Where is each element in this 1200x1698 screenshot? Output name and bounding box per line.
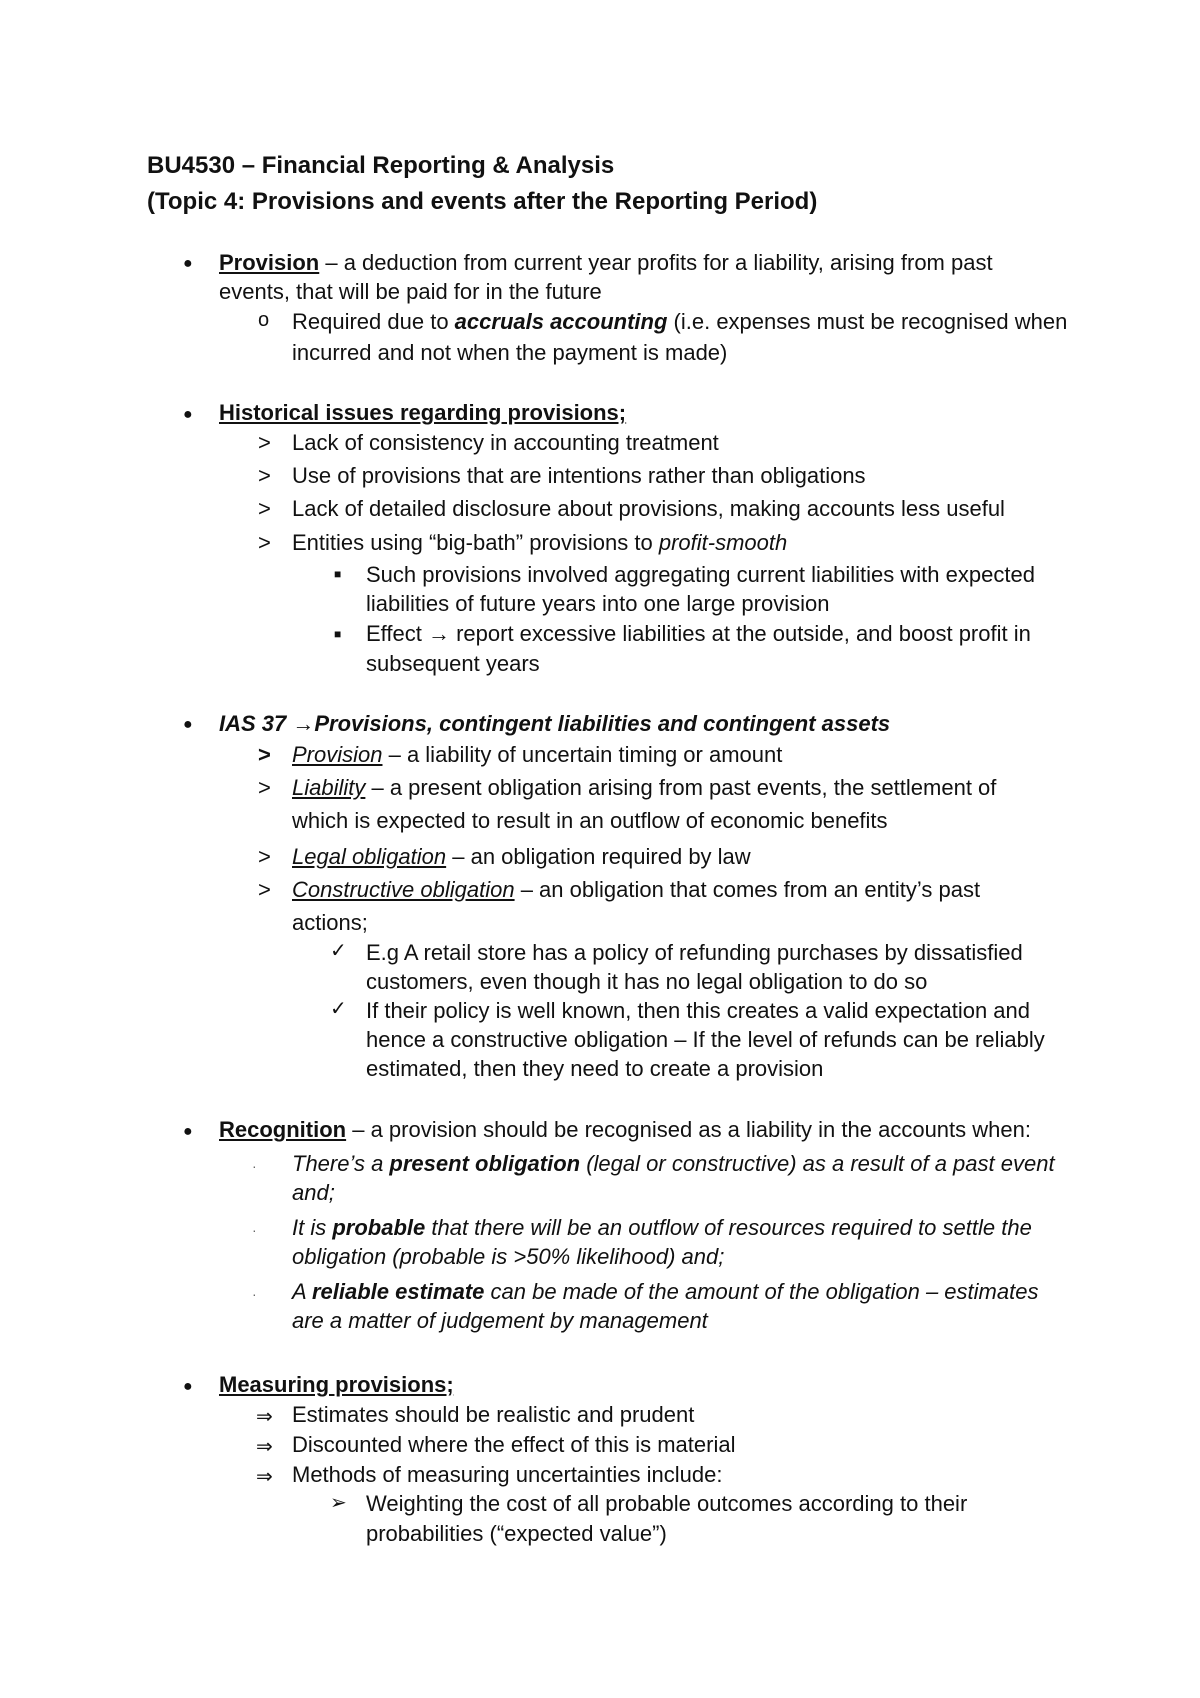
sub-list-item: Effect → report excessive liabilities at the outside, and boost profit in <box>366 621 1031 646</box>
example-item-cont: estimated, then they need to create a provision <box>366 1056 824 1081</box>
recognition-criterion-cont: and; <box>292 1180 335 1205</box>
example-item-cont: hence a constructive obligation – If the level of refunds can be reliably <box>366 1027 1045 1052</box>
document-subtitle: (Topic 4: Provisions and events after the Reporting Period) <box>147 188 818 215</box>
chevron-right-icon: > <box>258 775 271 800</box>
bullet-icon: ● <box>183 406 193 423</box>
small-dot-icon: · <box>252 1158 257 1174</box>
recognition-criterion: There’s a present obligation (legal or constructive) as a result of a past event <box>292 1151 1055 1176</box>
arrow-right-icon: → <box>427 621 450 646</box>
double-arrow-icon: ⇒ <box>256 1436 273 1458</box>
recognition-criterion: A reliable estimate can be made of the amount of the obligation – estimates <box>292 1279 1039 1304</box>
section-heading-ias37: IAS 37 →Provisions, contingent liabilities and contingent assets <box>219 711 891 736</box>
chevron-right-icon: > <box>258 463 271 488</box>
example-item: If their policy is well known, then this creates a valid expectation and <box>366 998 1031 1023</box>
accruals-note: Required due to accruals accounting (i.e. expenses must be recognised when <box>292 309 1068 334</box>
list-item: Estimates should be realistic and prudent <box>292 1402 695 1427</box>
list-item: Lack of detailed disclosure about provisions, making accounts less useful <box>292 496 1005 521</box>
recognition-criterion-cont: are a matter of judgement by management <box>292 1308 708 1333</box>
list-item: Discounted where the effect of this is material <box>292 1432 736 1457</box>
provision-definition: Provision – a deduction from current year profits for a liability, arising from past <box>219 250 993 275</box>
circle-bullet-icon: o <box>258 309 270 331</box>
recognition-heading: Recognition – a provision should be recognised as a liability in the accounts when: <box>219 1117 1031 1142</box>
bullet-icon: ● <box>183 1378 193 1395</box>
arrowhead-bullet-icon: ➢ <box>330 1492 347 1514</box>
document-title: BU4530 – Financial Reporting & Analysis <box>147 152 615 179</box>
sub-list-item-cont: probabilities (“expected value”) <box>366 1521 667 1546</box>
section-heading-historical: Historical issues regarding provisions; <box>219 400 627 425</box>
square-bullet-icon: ■ <box>334 567 342 581</box>
checkmark-icon: ✓ <box>330 998 347 1020</box>
recognition-criterion-cont: obligation (probable is >50% likelihood) and; <box>292 1244 725 1269</box>
sub-list-item: Weighting the cost of all probable outcomes according to their <box>366 1491 968 1516</box>
definition-liability: Liability – a present obligation arising from past events, the settlement of <box>292 775 997 800</box>
recognition-criterion: It is probable that there will be an outflow of resources required to settle the <box>292 1215 1032 1240</box>
chevron-right-icon: > <box>258 844 271 869</box>
chevron-right-icon: > <box>258 530 271 555</box>
list-item: Entities using “big-bath” provisions to profit-smooth <box>292 530 788 555</box>
chevron-right-icon: > <box>258 742 271 767</box>
small-dot-icon: · <box>252 1286 257 1302</box>
example-item: E.g A retail store has a policy of refunding purchases by dissatisfied <box>366 940 1023 965</box>
checkmark-icon: ✓ <box>330 940 347 962</box>
sub-list-item: Such provisions involved aggregating current liabilities with expected <box>366 562 1035 587</box>
arrow-right-icon: → <box>292 711 315 736</box>
definition-liability-cont: which is expected to result in an outflow of economic benefits <box>292 808 888 833</box>
provision-definition-cont: events, that will be paid for in the future <box>219 279 602 304</box>
double-arrow-icon: ⇒ <box>256 1406 273 1428</box>
example-item-cont: customers, even though it has no legal obligation to do so <box>366 969 928 994</box>
accruals-note-cont: incurred and not when the payment is made) <box>292 340 728 365</box>
bullet-icon: ● <box>183 716 193 733</box>
list-item: Lack of consistency in accounting treatment <box>292 430 719 455</box>
list-item: Use of provisions that are intentions rather than obligations <box>292 463 866 488</box>
definition-constructive-obligation: Constructive obligation – an obligation that comes from an entity’s past <box>292 877 981 902</box>
list-item: Methods of measuring uncertainties include: <box>292 1462 723 1487</box>
section-heading-measuring: Measuring provisions; <box>219 1372 454 1397</box>
sub-list-item-cont: liabilities of future years into one large provision <box>366 591 830 616</box>
definition-legal-obligation: Legal obligation – an obligation required by law <box>292 844 751 869</box>
definition-constructive-obligation-cont: actions; <box>292 910 368 935</box>
chevron-right-icon: > <box>258 496 271 521</box>
small-dot-icon: · <box>252 1222 257 1238</box>
square-bullet-icon: ■ <box>334 627 342 641</box>
sub-list-item-cont: subsequent years <box>366 651 540 676</box>
bullet-icon: ● <box>183 1123 193 1140</box>
chevron-right-icon: > <box>258 430 271 455</box>
definition-provision: Provision – a liability of uncertain timing or amount <box>292 742 783 767</box>
double-arrow-icon: ⇒ <box>256 1466 273 1488</box>
bullet-icon: ● <box>183 255 193 272</box>
chevron-right-icon: > <box>258 877 271 902</box>
